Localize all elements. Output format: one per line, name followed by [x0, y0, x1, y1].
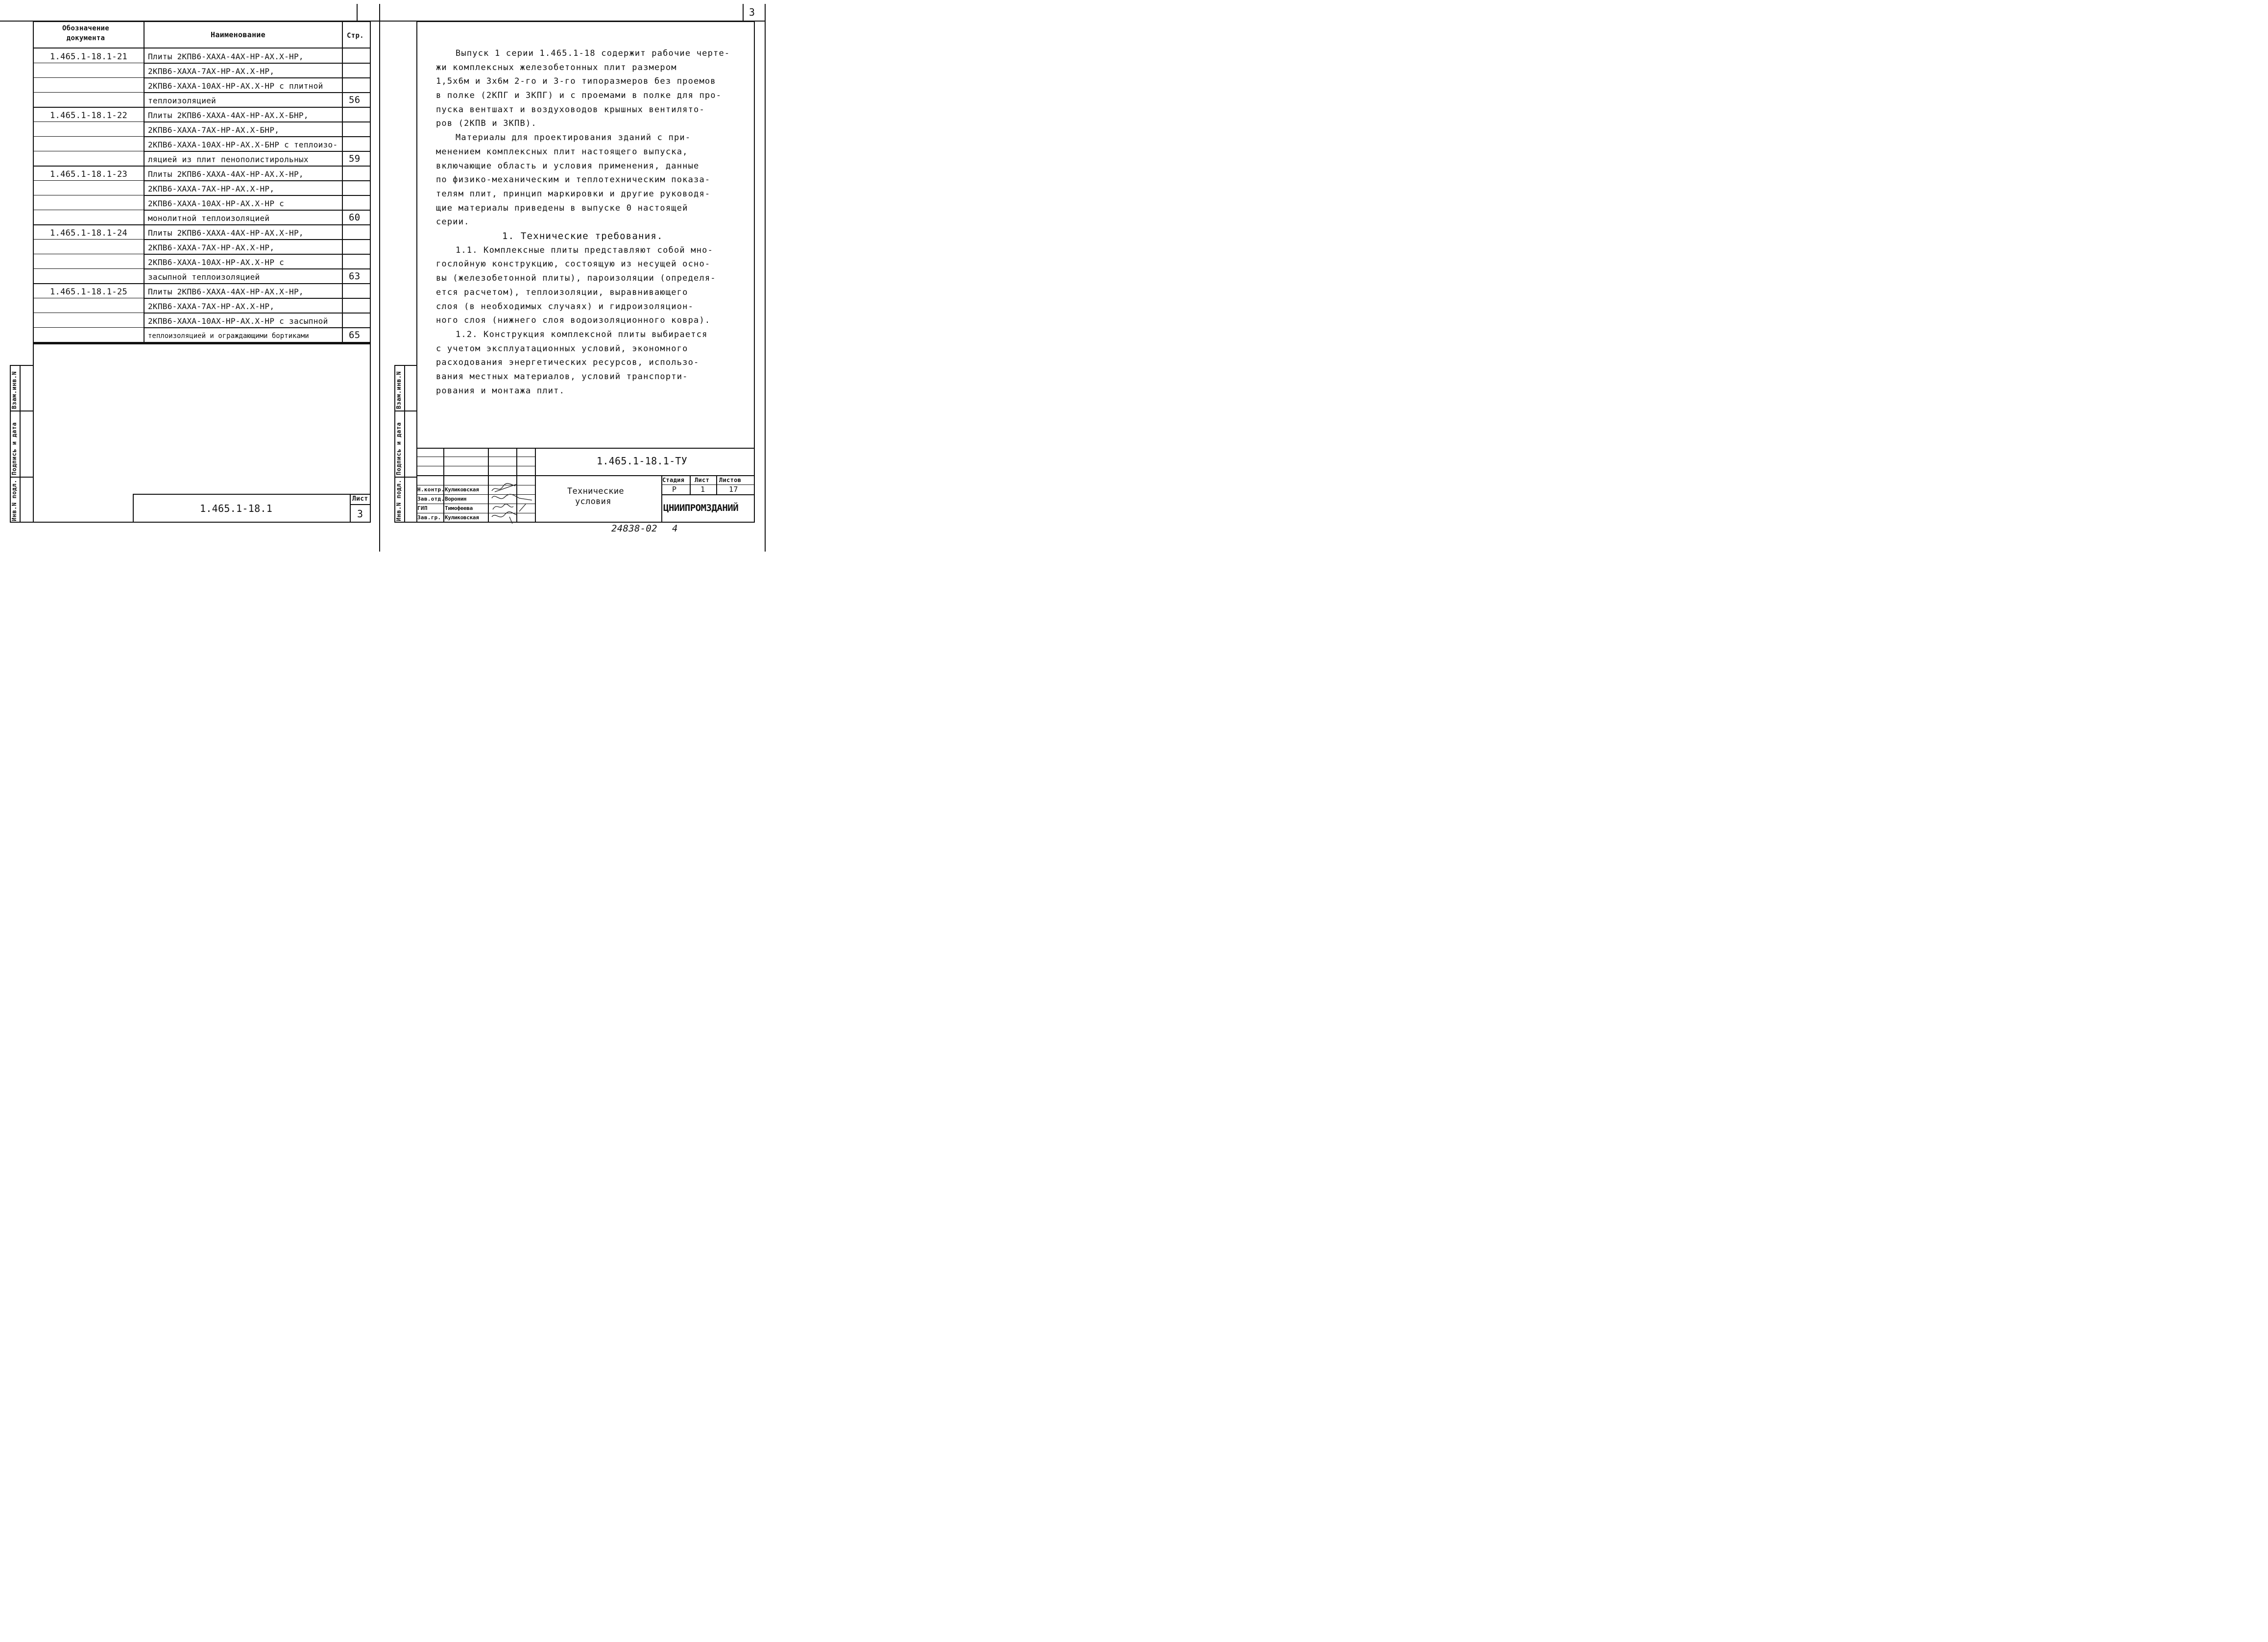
row-name-line: 2КПВ6-ХАХА-10АХ-НР-АХ.Х-НР с	[148, 199, 285, 208]
left-stamp-sheet-number: 3	[357, 508, 363, 520]
paragraph-line: вания местных материалов, условий транспорти-	[436, 372, 688, 382]
row-page-number: 60	[349, 212, 361, 223]
row-name-line: 2КПВ6-ХАХА-10АХ-НР-АХ.Х-НР с засыпной	[148, 316, 328, 326]
row-name-line: монолитной теплоизоляцией	[148, 214, 270, 223]
signer-role: Н.контр.	[417, 486, 445, 493]
paragraph-line: серии.	[436, 217, 470, 227]
archive-number: 24838-02	[611, 523, 657, 534]
signer-name: Куликовская	[445, 486, 479, 493]
signer-role: Зав.отд.	[417, 496, 445, 502]
header-page: Стр.	[347, 32, 364, 40]
row-doc-designation: 1.465.1-18.1-22	[50, 111, 128, 121]
row-page-number: 59	[349, 153, 361, 164]
left-stamp-sheet-label: Лист	[352, 495, 368, 503]
row-name-line: теплоизоляцией и ограждающими бортиками	[148, 332, 309, 340]
paragraph-line: телям плит, принцип маркировки и другие руководя-	[436, 189, 711, 199]
row-name-line: 2КПВ6-ХАХА-7АХ-НР-АХ.Х-НР,	[148, 302, 275, 311]
row-name-line: Плиты 2КПВ6-ХАХА-4АХ-НР-АХ.Х-БНР,	[148, 111, 309, 120]
title-block-code: 1.465.1-18.1-ТУ	[597, 455, 688, 467]
row-page-number: 65	[349, 330, 361, 340]
stage-value: Р	[672, 485, 677, 494]
row-doc-designation: 1.465.1-18.1-25	[50, 287, 128, 297]
paragraph-line: 1.1. Комплексные плиты представляют собой мно-	[456, 245, 714, 255]
side-label-inv-podl-right: Инв.N подл.	[395, 480, 402, 521]
row-name-line: 2КПВ6-ХАХА-7АХ-НР-АХ.Х-НР,	[148, 184, 275, 193]
row-name-line: 2КПВ6-ХАХА-10АХ-НР-АХ.Х-БНР с теплоизо-	[148, 140, 338, 149]
row-name-line: Плиты 2КПВ6-ХАХА-4АХ-НР-АХ.Х-НР,	[148, 287, 304, 296]
title-block-title-2: условия	[575, 497, 611, 507]
section-heading: 1. Технические требования.	[502, 231, 663, 241]
paragraph-line: ется расчетом), теплоизоляции, выравнивающего	[436, 288, 688, 297]
side-label-inv-podl: Инв.N подл.	[11, 480, 18, 521]
paragraph-line: менением комплексных плит настоящего выпуска,	[436, 147, 688, 157]
paragraph-line: включающие область и условия применения, данные	[436, 161, 700, 171]
paragraph-line: в полке (2КПГ и 3КПГ) и с проемами в полке для про-	[436, 91, 722, 100]
paragraph-line: Материалы для проектирования зданий с при-	[456, 133, 691, 143]
signer-name: Куликовская	[445, 514, 479, 521]
paragraph-line: по физико-механическим и теплотехническим показа-	[436, 175, 711, 185]
paragraph-line: рования и монтажа плит.	[436, 386, 565, 396]
row-name-line: 2КПВ6-ХАХА-7АХ-НР-АХ.Х-НР,	[148, 243, 275, 252]
header-doc-designation: Обозначение документа	[62, 24, 110, 42]
stage-label: Стадия	[662, 477, 685, 483]
title-block-title-1: Технические	[567, 486, 624, 496]
signer-name: Тимофеева	[445, 505, 473, 511]
paragraph-line: ного слоя (нижнего слоя водоизоляционного ковра).	[436, 315, 711, 325]
side-label-vzam: Взам.инв.N	[11, 371, 18, 409]
paragraph-line: 1,5х6м и 3х6м 2-го и 3-го типоразмеров без проемов	[436, 76, 716, 86]
row-name-line: 2КПВ6-ХАХА-7АХ-НР-АХ.Х-НР,	[148, 67, 275, 76]
paragraph-line: слоя (в необходимых случаях) и гидроизоляцион-	[436, 302, 694, 312]
header-name: Наименование	[211, 30, 265, 39]
organization-name: ЦНИИПРОМЗДАНИЙ	[663, 503, 739, 513]
row-page-number: 56	[349, 95, 361, 105]
paragraph-line: гослойную конструкцию, состоящую из несущей осно-	[436, 259, 711, 269]
paragraph-line: жи комплексных железобетонных плит размером	[436, 63, 677, 72]
row-name-line: Плиты 2КПВ6-ХАХА-4АХ-НР-АХ.Х-НР,	[148, 228, 304, 238]
side-label-podpis: Подпись и дата	[11, 422, 18, 475]
row-name-line: 2КПВ6-ХАХА-10АХ-НР-АХ.Х-НР с	[148, 258, 285, 267]
row-name-line: 2КПВ6-ХАХА-7АХ-НР-АХ.Х-БНР,	[148, 125, 280, 135]
side-label-vzam-right: Взам.инв.N	[395, 371, 402, 409]
left-stamp-code: 1.465.1-18.1	[200, 503, 273, 514]
sheets-value: 17	[729, 485, 738, 494]
row-doc-designation: 1.465.1-18.1-23	[50, 169, 128, 179]
paragraph-line: пуска вентшахт и воздуховодов крышных вентилято-	[436, 105, 705, 115]
row-name-line: ляцией из плит пенополистирольных	[148, 155, 309, 164]
row-name-line: Плиты 2КПВ6-ХАХА-4АХ-НР-АХ.Х-НР,	[148, 169, 304, 179]
paragraph-line: вы (железобетонной плиты), пароизоляции (определя-	[436, 273, 716, 283]
side-label-podpis-right: Подпись и дата	[395, 422, 402, 475]
row-page-number: 63	[349, 271, 361, 282]
row-doc-designation: 1.465.1-18.1-24	[50, 228, 128, 238]
page-number: 3	[749, 6, 755, 18]
row-name-line: теплоизоляцией	[148, 96, 217, 105]
archive-suffix: 4	[672, 523, 678, 534]
signature-4	[490, 510, 519, 525]
paragraph-line: с учетом эксплуатационных условий, экономного	[436, 344, 688, 354]
paragraph-line: щие материалы приведены в выпуске 0 настоящей	[436, 203, 688, 213]
sheets-label: Листов	[719, 477, 742, 483]
paragraph-line: ров (2КПВ и 3КПВ).	[436, 119, 537, 128]
row-name-line: 2КПВ6-ХАХА-10АХ-НР-АХ.Х-НР с плитной	[148, 81, 323, 91]
sheet-value: 1	[700, 485, 705, 494]
paragraph-line: 1.2. Конструкция комплексной плиты выбирается	[456, 330, 708, 339]
paragraph-line: Выпуск 1 серии 1.465.1-18 содержит рабочие черте-	[456, 48, 730, 58]
sheet-label: Лист	[695, 477, 710, 483]
signer-name: Воронин	[445, 496, 467, 502]
row-name-line: Плиты 2КПВ6-ХАХА-4АХ-НР-АХ.Х-НР,	[148, 52, 304, 61]
paragraph-line: расходования энергетических ресурсов, использо-	[436, 358, 700, 367]
row-name-line: засыпной теплоизоляцией	[148, 272, 260, 282]
row-doc-designation: 1.465.1-18.1-21	[50, 52, 128, 62]
signer-role: ГИП	[417, 505, 428, 511]
signer-role: Зав.гр.	[417, 514, 441, 521]
